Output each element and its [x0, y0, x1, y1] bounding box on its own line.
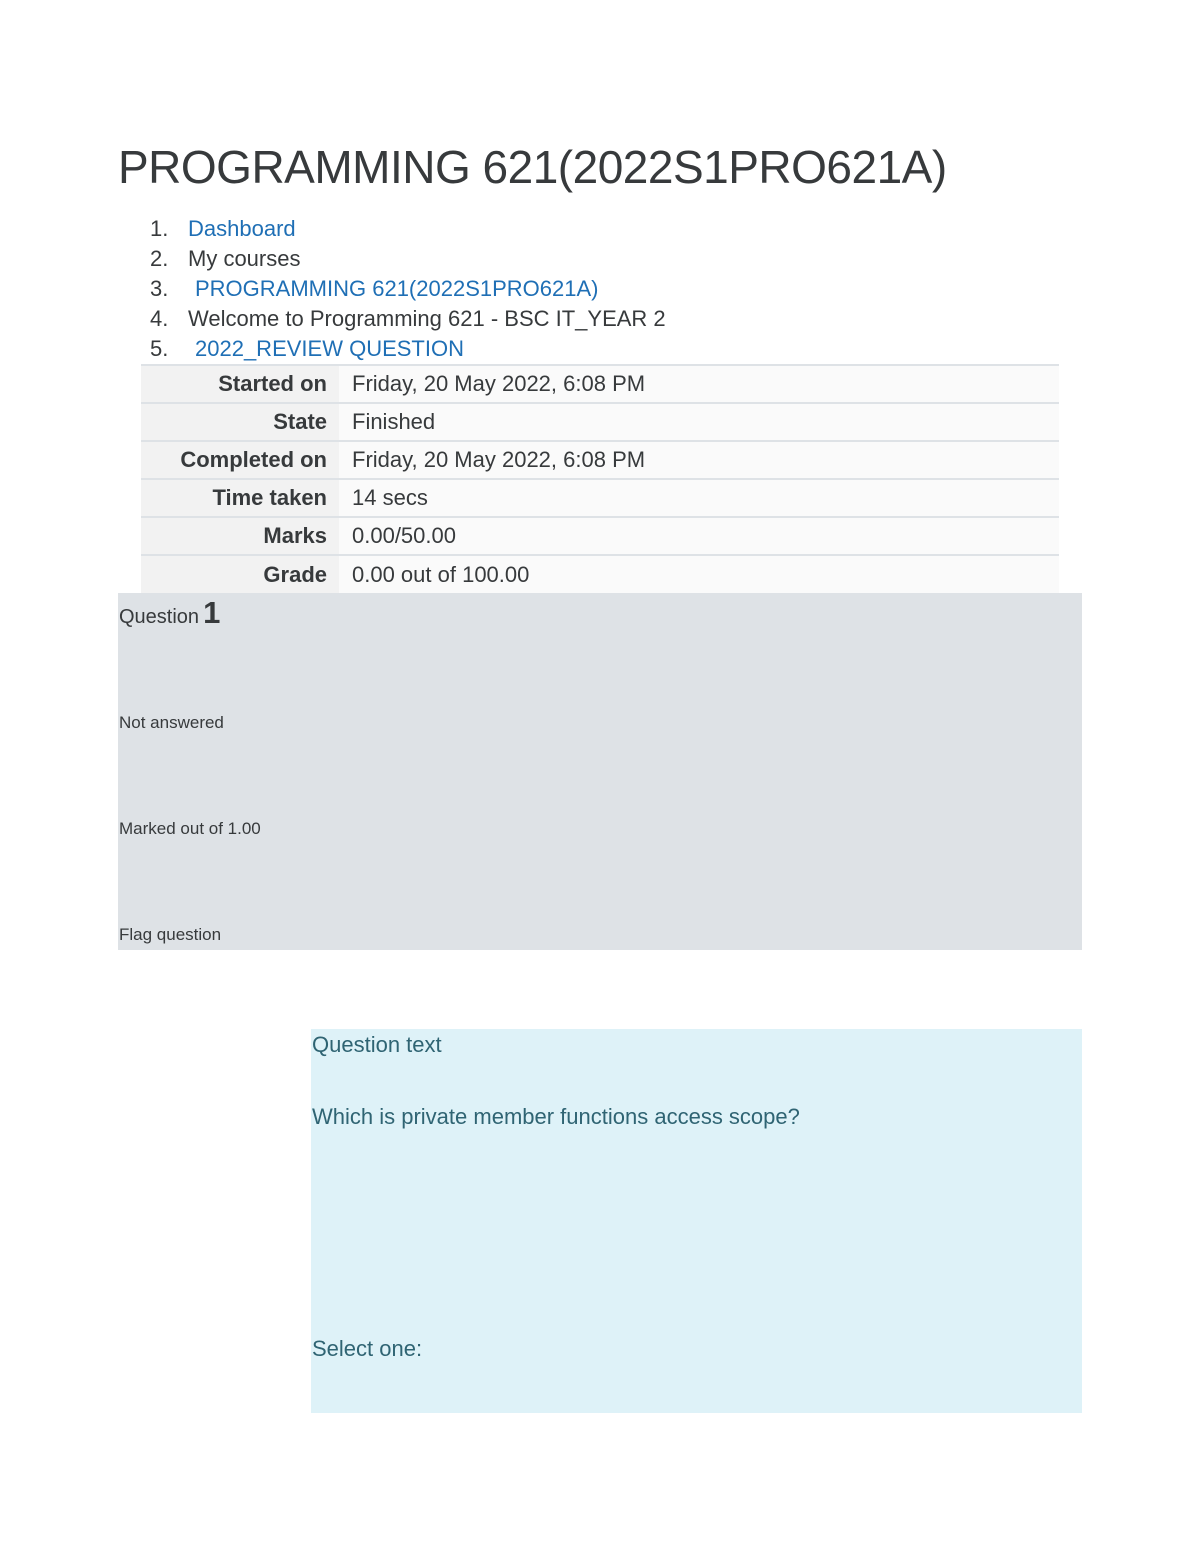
- breadcrumb-link-course[interactable]: PROGRAMMING 621(2022S1PRO621A): [195, 276, 599, 301]
- summary-value: 0.00 out of 100.00: [339, 555, 1059, 593]
- question-grade: Marked out of 1.00: [119, 819, 261, 838]
- summary-value: Friday, 20 May 2022, 6:08 PM: [339, 365, 1059, 403]
- summary-row-started-on: [141, 365, 1059, 403]
- breadcrumb: [150, 214, 666, 364]
- breadcrumb-number: 5.: [150, 336, 169, 361]
- summary-value: Friday, 20 May 2022, 6:08 PM: [339, 441, 1059, 479]
- summary-label: Marks: [141, 517, 339, 555]
- breadcrumb-link-dashboard[interactable]: Dashboard: [188, 216, 296, 241]
- breadcrumb-text-section: Welcome to Programming 621 - BSC IT_YEAR 2: [188, 306, 666, 331]
- breadcrumb-number: 1.: [150, 216, 169, 241]
- breadcrumb-item-my-courses: [150, 244, 666, 274]
- breadcrumb-item-quiz: [150, 334, 666, 364]
- summary-row-grade: [141, 555, 1059, 593]
- question-text-heading: Question text: [312, 1032, 442, 1057]
- summary-row-marks: [141, 517, 1059, 555]
- breadcrumb-link-quiz[interactable]: 2022_REVIEW QUESTION: [195, 336, 464, 361]
- breadcrumb-number: 3.: [150, 276, 169, 301]
- summary-label: Started on: [141, 365, 339, 403]
- question-text: Which is private member functions access scope?: [312, 1104, 800, 1129]
- quiz-summary-table: [141, 364, 1059, 593]
- question-state: Not answered: [119, 713, 224, 732]
- summary-row-completed-on: [141, 441, 1059, 479]
- select-one-prompt: Select one:: [312, 1336, 423, 1361]
- question-number-heading: [119, 595, 220, 631]
- summary-value: Finished: [339, 403, 1059, 441]
- summary-row-time-taken: [141, 479, 1059, 517]
- flag-question-link[interactable]: Flag question: [119, 925, 222, 944]
- summary-label: Completed on: [141, 441, 339, 479]
- question-content-panel: [311, 1029, 1082, 1413]
- summary-label: State: [141, 403, 339, 441]
- breadcrumb-number: 2.: [150, 246, 169, 271]
- breadcrumb-item-course: [150, 274, 666, 304]
- page-title: PROGRAMMING 621(2022S1PRO621A): [118, 141, 947, 193]
- breadcrumb-number: 4.: [150, 306, 169, 331]
- question-info-panel: [118, 593, 1082, 950]
- summary-label: Grade: [141, 555, 339, 593]
- summary-value: 0.00/50.00: [339, 517, 1059, 555]
- breadcrumb-text-my-courses: My courses: [188, 246, 301, 271]
- summary-label: Time taken: [141, 479, 339, 517]
- breadcrumb-item-dashboard: [150, 214, 666, 244]
- summary-row-state: [141, 403, 1059, 441]
- question-number: 1: [203, 595, 221, 630]
- summary-value: 14 secs: [339, 479, 1059, 517]
- question-label: Question: [119, 606, 200, 628]
- breadcrumb-item-section: [150, 304, 666, 334]
